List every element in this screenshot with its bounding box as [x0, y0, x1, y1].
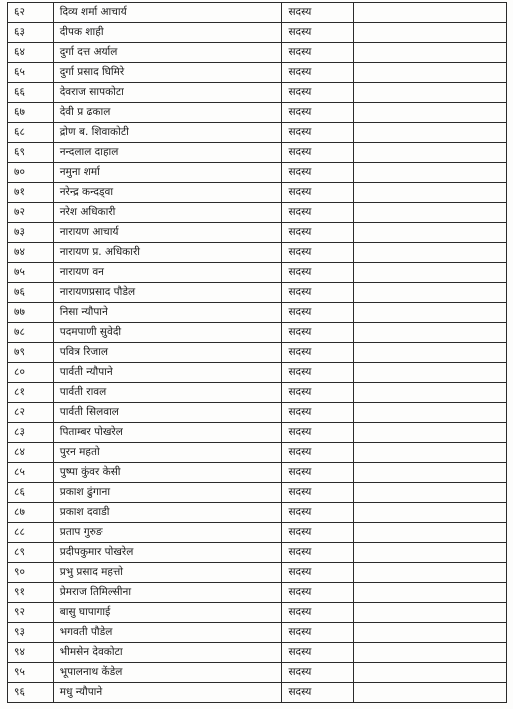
member-role-cell: सदस्य	[282, 303, 354, 323]
table-row	[8, 503, 507, 523]
serial-number-cell: ९५	[8, 663, 54, 683]
serial-number-cell: ९४	[8, 643, 54, 663]
member-name-cell: देवराज सापकोटा	[53, 83, 282, 103]
table-row	[8, 443, 507, 463]
member-role-cell: सदस्य	[282, 183, 354, 203]
empty-cell	[354, 443, 507, 463]
member-role-cell: सदस्य	[282, 163, 354, 183]
member-table-body	[8, 3, 507, 703]
serial-number-cell: ९१	[8, 583, 54, 603]
member-role-cell: सदस्य	[282, 603, 354, 623]
table-row	[8, 83, 507, 103]
member-role-cell: सदस्य	[282, 243, 354, 263]
empty-cell	[354, 643, 507, 663]
empty-cell	[354, 183, 507, 203]
empty-cell	[354, 343, 507, 363]
member-name-cell: प्रेमराज तिमिल्सीना	[53, 583, 282, 603]
member-name-cell: नन्दलाल दाहाल	[53, 143, 282, 163]
empty-cell	[354, 603, 507, 623]
member-name-cell: निसा न्यौपाने	[53, 303, 282, 323]
member-role-cell: सदस्य	[282, 563, 354, 583]
serial-number-cell: ७६	[8, 283, 54, 303]
serial-number-cell: ६९	[8, 143, 54, 163]
table-row	[8, 143, 507, 163]
member-name-cell: नारायण वन	[53, 263, 282, 283]
member-name-cell: पवित्र रिजाल	[53, 343, 282, 363]
member-role-cell: सदस्य	[282, 83, 354, 103]
member-role-cell: सदस्य	[282, 23, 354, 43]
table-row	[8, 323, 507, 343]
serial-number-cell: ६३	[8, 23, 54, 43]
member-role-cell: सदस्य	[282, 423, 354, 443]
member-role-cell: सदस्य	[282, 403, 354, 423]
member-name-cell: दीपक शाही	[53, 23, 282, 43]
table-row	[8, 523, 507, 543]
serial-number-cell: ८३	[8, 423, 54, 443]
member-role-cell: सदस्य	[282, 263, 354, 283]
member-role-cell: सदस्य	[282, 583, 354, 603]
member-role-cell: सदस्य	[282, 443, 354, 463]
member-name-cell: नरेश अधिकारी	[53, 203, 282, 223]
empty-cell	[354, 203, 507, 223]
member-name-cell: नरेन्द्र कन्दड्वा	[53, 183, 282, 203]
table-row	[8, 403, 507, 423]
member-name-cell: नारायण प्र. अधिकारी	[53, 243, 282, 263]
table-row	[8, 643, 507, 663]
table-row	[8, 483, 507, 503]
serial-number-cell: ६५	[8, 63, 54, 83]
member-name-cell: भगवती पौडेल	[53, 623, 282, 643]
empty-cell	[354, 3, 507, 23]
table-row	[8, 163, 507, 183]
member-name-cell: प्रकाश दवाडी	[53, 503, 282, 523]
member-name-cell: दिव्य शर्मा आचार्य	[53, 3, 282, 23]
table-row	[8, 663, 507, 683]
empty-cell	[354, 163, 507, 183]
member-name-cell: प्रताप गुरुङ	[53, 523, 282, 543]
member-role-cell: सदस्य	[282, 383, 354, 403]
member-name-cell: दुर्गा दत्त अर्याल	[53, 43, 282, 63]
table-row	[8, 423, 507, 443]
empty-cell	[354, 503, 507, 523]
empty-cell	[354, 623, 507, 643]
serial-number-cell: ७३	[8, 223, 54, 243]
member-name-cell: दुर्गा प्रसाद घिमिरे	[53, 63, 282, 83]
table-row	[8, 3, 507, 23]
member-name-cell: पार्वती रावल	[53, 383, 282, 403]
member-name-cell: प्रभु प्रसाद महत्तो	[53, 563, 282, 583]
member-name-cell: मधु न्यौपाने	[53, 683, 282, 703]
serial-number-cell: ८८	[8, 523, 54, 543]
table-row	[8, 183, 507, 203]
table-row	[8, 583, 507, 603]
member-role-cell: सदस्य	[282, 363, 354, 383]
serial-number-cell: ८७	[8, 503, 54, 523]
member-table	[7, 2, 507, 703]
empty-cell	[354, 403, 507, 423]
member-name-cell: पार्वती न्यौपाने	[53, 363, 282, 383]
member-name-cell: प्रकाश ढुंगाना	[53, 483, 282, 503]
table-row	[8, 223, 507, 243]
empty-cell	[354, 223, 507, 243]
empty-cell	[354, 143, 507, 163]
member-role-cell: सदस्य	[282, 223, 354, 243]
table-row	[8, 543, 507, 563]
empty-cell	[354, 483, 507, 503]
member-role-cell: सदस्य	[282, 623, 354, 643]
member-name-cell: पिताम्बर पोखरेल	[53, 423, 282, 443]
empty-cell	[354, 683, 507, 703]
serial-number-cell: ६८	[8, 123, 54, 143]
table-row	[8, 683, 507, 703]
serial-number-cell: ७१	[8, 183, 54, 203]
member-role-cell: सदस्य	[282, 523, 354, 543]
member-name-cell: पुष्पा कुंवर केसी	[53, 463, 282, 483]
member-name-cell: पार्वती सिलवाल	[53, 403, 282, 423]
serial-number-cell: ९२	[8, 603, 54, 623]
serial-number-cell: ७५	[8, 263, 54, 283]
serial-number-cell: ९६	[8, 683, 54, 703]
serial-number-cell: ७७	[8, 303, 54, 323]
member-role-cell: सदस्य	[282, 683, 354, 703]
member-role-cell: सदस्य	[282, 103, 354, 123]
table-row	[8, 123, 507, 143]
member-role-cell: सदस्य	[282, 343, 354, 363]
member-name-cell: पदमपाणी सुवेदी	[53, 323, 282, 343]
empty-cell	[354, 243, 507, 263]
serial-number-cell: ७९	[8, 343, 54, 363]
serial-number-cell: ६७	[8, 103, 54, 123]
serial-number-cell: ९३	[8, 623, 54, 643]
member-role-cell: सदस्य	[282, 203, 354, 223]
member-role-cell: सदस्य	[282, 503, 354, 523]
table-row	[8, 243, 507, 263]
empty-cell	[354, 123, 507, 143]
serial-number-cell: ९०	[8, 563, 54, 583]
table-row	[8, 43, 507, 63]
table-row	[8, 103, 507, 123]
table-row	[8, 263, 507, 283]
empty-cell	[354, 63, 507, 83]
member-role-cell: सदस्य	[282, 483, 354, 503]
member-role-cell: सदस्य	[282, 3, 354, 23]
empty-cell	[354, 103, 507, 123]
member-role-cell: सदस्य	[282, 323, 354, 343]
empty-cell	[354, 43, 507, 63]
serial-number-cell: ८९	[8, 543, 54, 563]
empty-cell	[354, 663, 507, 683]
serial-number-cell: ८६	[8, 483, 54, 503]
member-name-cell: द्रोण ब. शिवाकोटी	[53, 123, 282, 143]
serial-number-cell: ७२	[8, 203, 54, 223]
table-row	[8, 203, 507, 223]
table-row	[8, 563, 507, 583]
member-role-cell: सदस्य	[282, 543, 354, 563]
serial-number-cell: ७८	[8, 323, 54, 343]
member-role-cell: सदस्य	[282, 43, 354, 63]
empty-cell	[354, 83, 507, 103]
empty-cell	[354, 463, 507, 483]
empty-cell	[354, 303, 507, 323]
serial-number-cell: ७०	[8, 163, 54, 183]
table-row	[8, 623, 507, 643]
serial-number-cell: ६४	[8, 43, 54, 63]
empty-cell	[354, 543, 507, 563]
empty-cell	[354, 423, 507, 443]
table-row	[8, 23, 507, 43]
member-name-cell: देवी प्र ढकाल	[53, 103, 282, 123]
member-name-cell: पुरन महतो	[53, 443, 282, 463]
member-name-cell: नारायण आचार्य	[53, 223, 282, 243]
empty-cell	[354, 523, 507, 543]
empty-cell	[354, 323, 507, 343]
table-row	[8, 603, 507, 623]
member-name-cell: प्रदीपकुमार पोखरेल	[53, 543, 282, 563]
empty-cell	[354, 363, 507, 383]
serial-number-cell: ६२	[8, 3, 54, 23]
member-role-cell: सदस्य	[282, 463, 354, 483]
table-row	[8, 383, 507, 403]
member-role-cell: सदस्य	[282, 283, 354, 303]
member-name-cell: बासु घापागाई	[53, 603, 282, 623]
member-name-cell: नारायणप्रसाद पौडेल	[53, 283, 282, 303]
empty-cell	[354, 23, 507, 43]
table-row	[8, 343, 507, 363]
table-row	[8, 463, 507, 483]
member-role-cell: सदस्य	[282, 143, 354, 163]
table-row	[8, 363, 507, 383]
table-row	[8, 303, 507, 323]
serial-number-cell: ८१	[8, 383, 54, 403]
empty-cell	[354, 583, 507, 603]
serial-number-cell: ८२	[8, 403, 54, 423]
member-name-cell: नमुना शर्मा	[53, 163, 282, 183]
member-role-cell: सदस्य	[282, 663, 354, 683]
empty-cell	[354, 383, 507, 403]
member-name-cell: भीमसेन देवकोटा	[53, 643, 282, 663]
serial-number-cell: ८४	[8, 443, 54, 463]
member-role-cell: सदस्य	[282, 643, 354, 663]
serial-number-cell: ८०	[8, 363, 54, 383]
serial-number-cell: ८५	[8, 463, 54, 483]
empty-cell	[354, 263, 507, 283]
empty-cell	[354, 563, 507, 583]
member-role-cell: सदस्य	[282, 123, 354, 143]
table-row	[8, 283, 507, 303]
serial-number-cell: ६६	[8, 83, 54, 103]
member-name-cell: भूपालनाथ केंडेल	[53, 663, 282, 683]
table-row	[8, 63, 507, 83]
empty-cell	[354, 283, 507, 303]
member-role-cell: सदस्य	[282, 63, 354, 83]
serial-number-cell: ७४	[8, 243, 54, 263]
